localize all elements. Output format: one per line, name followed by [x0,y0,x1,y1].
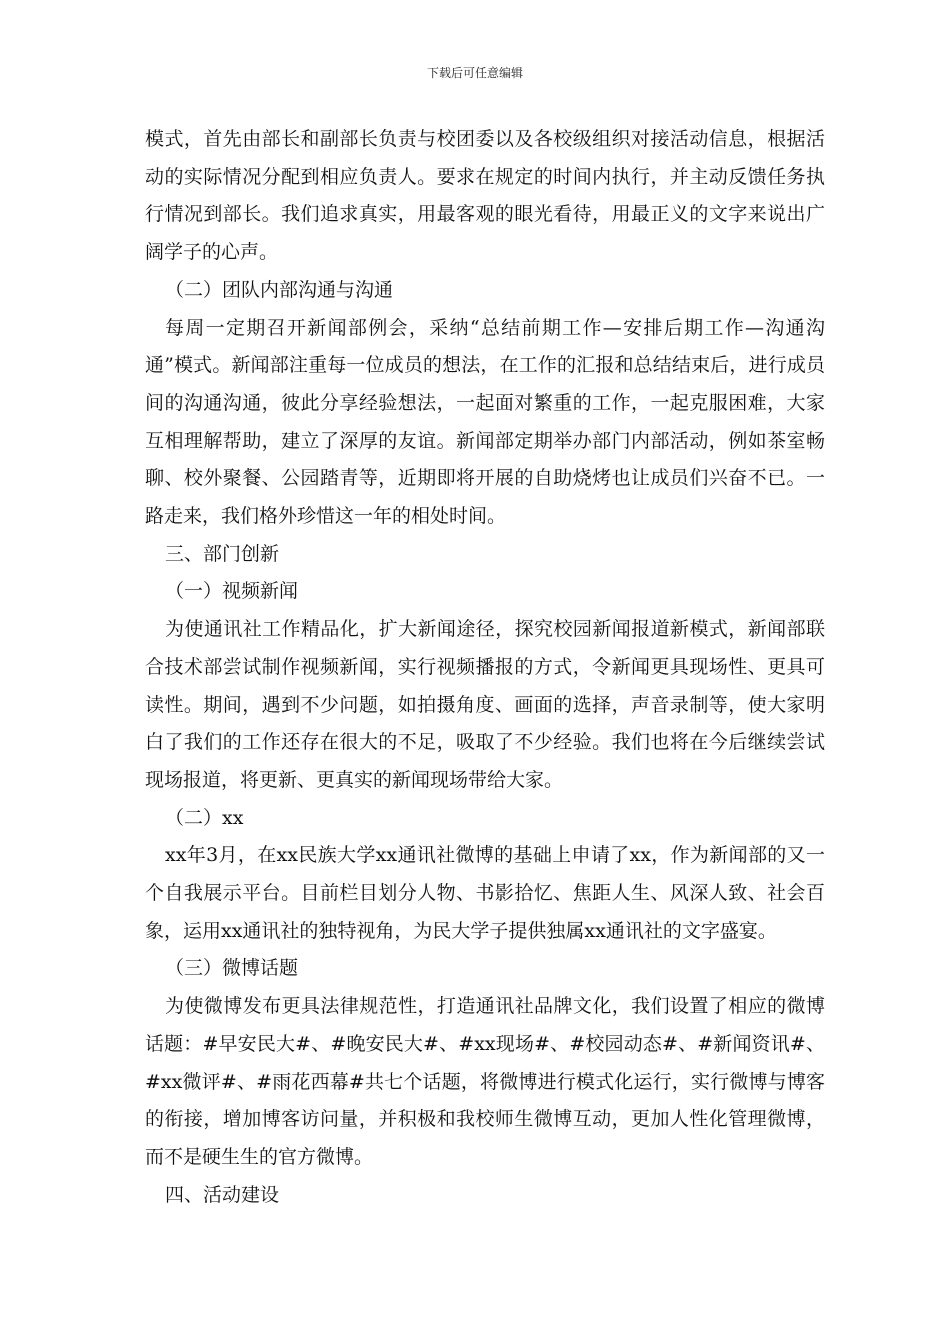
subheading-xx: （二）xx [165,806,244,829]
subheading-video-news: （一）视频新闻 [165,580,299,603]
paragraph-continuation: 模式，首先由部长和副部长负责与校团委以及各校级组织对接活动信息，根据活动的实际情况分配到相应负责人。要求在规定的时间内执行，并主动反馈任务执行情况到部长。我们追求真实，用最客观的眼光看待，用最正义的文字来说出广阔学子的心声。 [145,128,825,264]
document-body [145,121,825,1214]
paragraph-weekly-meeting: 每周一定期召开新闻部例会，采纳“总结前期工作—安排后期工作—沟通沟通”模式。新闻部注重每一位成员的想法，在工作的汇报和总结结束后，进行成员间的沟通沟通，彼此分享经验想法，一起面对繁重的工作，一起克服困难，大家互相理解帮助，建立了深厚的友谊。新闻部定期举办部门内部活动，例如茶室畅聊、校外聚餐、公园踏青等，近期即将开展的自助烧烤也让成员们兴奋不已。一路走来，我们格外珍惜这一年的相处时间。 [145,316,825,528]
subheading-team-communication: （二）团队内部沟通与沟通 [165,278,394,301]
paragraph-xx-platform: xx年3月，在xx民族大学xx通讯社微博的基础上申请了xx，作为新闻部的又一个自我展示平台。目前栏目划分人物、书影拾忆、焦距人生、风深人致、社会百象，运用xx通讯社的独特视角，为民大学子提供独属xx通讯社的文字盛宴。 [145,844,825,942]
paragraph-weibo-topics: 为使微博发布更具法律规范性，打造通讯社品牌文化，我们设置了相应的微博话题：#早安民大#、#晚安民大#、#xx现场#、#校园动态#、#新闻资讯#、#xx微评#、#雨花西幕#共七个话题，将微博进行模式化运行，实行微博与博客的衔接，增加博客访问量，并积极和我校师生微博互动，更加人性化管理微博，而不是硬生生的官方微博。 [145,995,825,1168]
subheading-weibo-topics: （三）微博话题 [165,957,299,980]
paragraph-video-news: 为使通讯社工作精品化，扩大新闻途径，探究校园新闻报道新模式，新闻部联合技术部尝试制作视频新闻，实行视频播报的方式，令新闻更具现场性、更具可读性。期间，遇到不少问题，如拍摄角度、画面的选择，声音录制等，使大家明白了我们的工作还存在很大的不足，吸取了不少经验。我们也将在今后继续尝试现场报道，将更新、更真实的新闻现场带给大家。 [145,618,825,791]
section-heading-innovation: 三、部门创新 [165,542,280,565]
page-header: 下载后可任意编辑 [426,66,523,80]
section-heading-activities: 四、活动建设 [165,1183,280,1206]
